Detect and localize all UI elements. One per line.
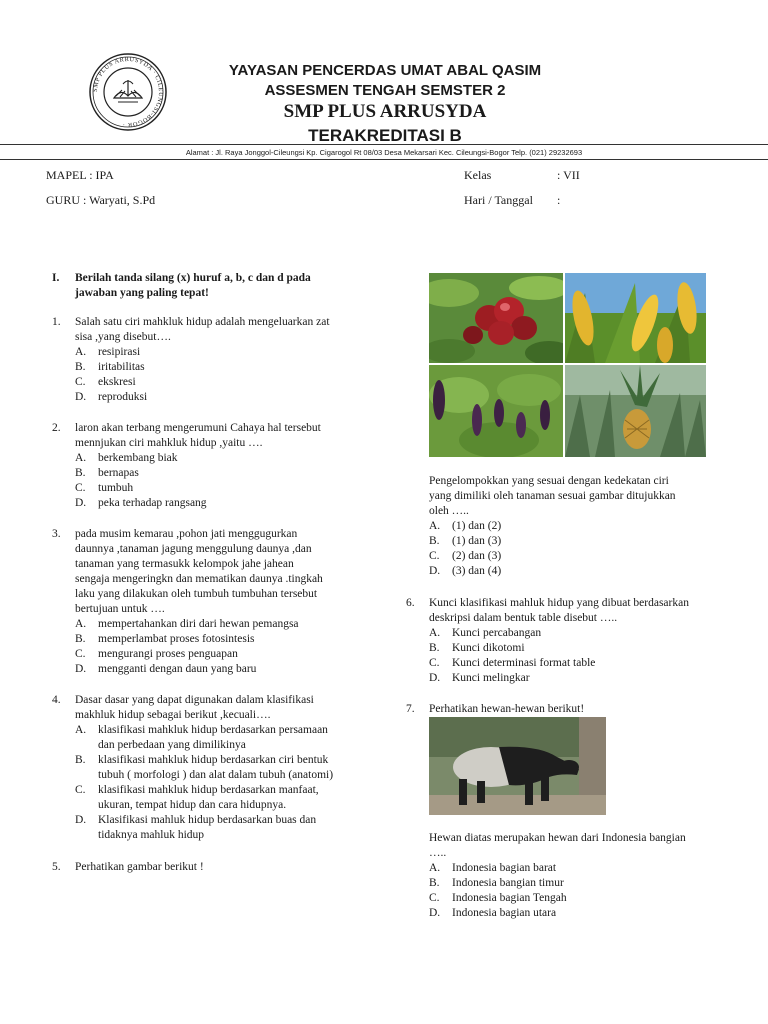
option-letter: D. [429,907,441,919]
question-text: Kunci klasifikasi mahluk hidup yang dibuat berdasarkan [429,597,689,609]
option-text[interactable]: klasifikasi mahkluk hidup berdasarkan manfaat, [98,784,319,796]
option-text[interactable]: iritabilitas [98,361,145,373]
question-text: deskripsi dalam bentuk table disebut ….. [429,612,618,624]
question-text: daunnya ,tanaman jagung menggulung daunya ,dan [75,543,312,555]
option-text[interactable]: (3) dan (4) [452,565,502,577]
school-address: Alamat : Jl. Raya Jonggol-Cileungsi Kp. Cigarogol Rt 08/03 Desa Mekarsari Kec. Cileungsi-Bogor Telp. (021) 29232693 [185,148,583,157]
question-text: tanaman yang termasukk kelompok jahe jahean [75,558,294,570]
option-text[interactable]: Kunci dikotomi [452,642,525,654]
option-letter: D. [429,672,441,684]
option-text[interactable]: ekskresi [98,376,136,388]
option-text-cont: ukuran, tempat hidup dan cara hidupnya. [98,799,287,811]
date-value: : [557,193,561,207]
question-text: Salah satu ciri mahkluk hidup adalah mengeluarkan zat [75,316,330,328]
class-value: : VII [557,168,580,182]
question-number: 1. [52,316,61,328]
option-letter: C. [75,648,86,660]
option-text[interactable]: klasifikasi mahkluk hidup berdasarkan persamaan [98,724,328,736]
option-text[interactable]: (1) dan (3) [452,535,502,547]
question-text: mennjukan ciri mahkluk hidup ,yaitu …. [75,437,263,449]
header-rule-bottom [0,159,768,160]
option-letter: C. [429,892,440,904]
question-text: Pengelompokkan yang sesuai dengan kedekatan ciri [429,475,669,487]
option-letter: A. [75,618,87,630]
question-text: oleh ….. [429,505,469,517]
subject-label: MAPEL : IPA [46,168,114,182]
option-letter: B. [429,642,440,654]
date-label: Hari / Tanggal [464,193,533,207]
plant-photo-fruit [429,273,563,363]
class-label: Kelas [464,168,492,182]
header-rule-top [0,144,768,145]
question-number: 7. [406,703,415,715]
question-text: sisa ,yang disebut…. [75,331,171,343]
option-text-cont: dan perbedaan yang dimilikinya [98,739,246,751]
question-number: 4. [52,694,61,706]
exam-title: ASSESMEN TENGAH SEMSTER 2 [264,82,506,99]
option-letter: B. [75,361,86,373]
question-text: laron akan terbang mengerumuni Cahaya hal tersebut [75,422,321,434]
option-text[interactable]: mengurangi proses penguapan [98,648,238,660]
option-letter: C. [75,482,86,494]
option-text[interactable]: mempertahankan diri dari hewan pemangsa [98,618,299,630]
option-letter: D. [75,497,87,509]
accreditation: TERAKREDITASI B [308,126,462,145]
question-number: 5. [52,861,61,873]
option-letter: A. [429,520,441,532]
option-text[interactable]: Indonesia bagian utara [452,907,557,919]
option-text[interactable]: Indonesia bangian timur [452,877,564,889]
option-letter: B. [75,633,86,645]
option-text[interactable]: tumbuh [98,482,134,494]
teacher-label: GURU : Waryati, S.Pd [46,193,156,207]
option-letter: B. [75,754,86,766]
svg-text:SMP PLUS ARRUSYDA · CILEUNGSI-: SMP PLUS ARRUSYDA · CILEUNGSI-BOGOR · [91,55,165,129]
instruction-line-1: Berilah tanda silang (x) huruf a, b, c dan d pada [75,272,311,284]
question-text: ….. [429,847,447,859]
option-text[interactable]: klasifikasi mahkluk hidup berdasarkan ciri bentuk [98,754,329,766]
option-text[interactable]: (1) dan (2) [452,520,502,532]
option-text[interactable]: reproduksi [98,391,148,403]
school-logo-seal [88,52,168,132]
instruction-line-2: jawaban yang paling tepat! [75,287,209,299]
option-letter: B. [75,467,86,479]
option-letter: C. [429,550,440,562]
option-text[interactable]: Kunci percabangan [452,627,542,639]
option-text[interactable]: (2) dan (3) [452,550,502,562]
option-text[interactable]: Indonesia bagian Tengah [452,892,567,904]
option-letter: C. [75,376,86,388]
option-letter: C. [429,657,440,669]
question-text: yang dimiliki oleh tanaman sesuai gambar ditujukkan [429,490,676,502]
option-text[interactable]: bernapas [98,467,139,479]
option-text[interactable]: Kunci determinasi format table [452,657,596,669]
question-text: bertujuan untuk …. [75,603,165,615]
plant-photo-pineapple [565,365,706,457]
option-letter: A. [75,452,87,464]
question-text: makhluk hidup sebagai berikut ,kecuali…. [75,709,271,721]
option-text[interactable]: Indonesia bagian barat [452,862,557,874]
option-letter: D. [75,814,87,826]
question-number: 2. [52,422,61,434]
foundation-name: YAYASAN PENCERDAS UMAT ABAL QASIM [228,62,542,79]
question-text: laku yang dilakukan oleh tumbuh tumbuhan tersebut [75,588,318,600]
tapir-photo [429,717,606,815]
option-text[interactable]: berkembang biak [98,452,178,464]
option-letter: A. [75,346,87,358]
option-text[interactable]: Klasifikasi mahluk hidup berdasarkan buas dan [98,814,317,826]
option-letter: D. [429,565,441,577]
option-letter: D. [75,663,87,675]
option-letter: A. [75,724,87,736]
question-text: Dasar dasar yang dapat digunakan dalam klasifikasi [75,694,314,706]
question-text: Perhatikan hewan-hewan berikut! [429,703,585,715]
option-text[interactable]: memperlambat proses fotosintesis [98,633,255,645]
question-number: 6. [406,597,415,609]
option-letter: A. [429,627,441,639]
plant-photo-eggplant [429,365,563,457]
option-text[interactable]: mengganti dengan daun yang baru [98,663,257,675]
option-text-cont: tidaknya mahluk hidup [98,829,205,841]
question-text: Hewan diatas merupakan hewan dari Indonesia bangian [429,832,686,844]
school-name: SMP PLUS ARRUSYDA [283,101,487,122]
question-text: Perhatikan gambar berikut ! [75,861,204,873]
section-roman: I. [52,272,60,284]
question-number: 3. [52,528,61,540]
option-letter: B. [429,877,440,889]
option-text[interactable]: resipirasi [98,346,141,358]
option-letter: D. [75,391,87,403]
question-text: sengaja mengeringkn dan mematikan daunya .tingkah [75,573,323,585]
plant-photo-corn [565,273,706,363]
option-letter: B. [429,535,440,547]
question-text: pada musim kemarau ,pohon jati menggugurkan [75,528,298,540]
option-letter: A. [429,862,441,874]
option-text-cont: tubuh ( morfologi ) dan alat dalam tubuh (anatomi) [98,769,334,781]
option-text[interactable]: peka terhadap rangsang [98,497,207,509]
option-letter: C. [75,784,86,796]
option-text[interactable]: Kunci melingkar [452,672,530,684]
